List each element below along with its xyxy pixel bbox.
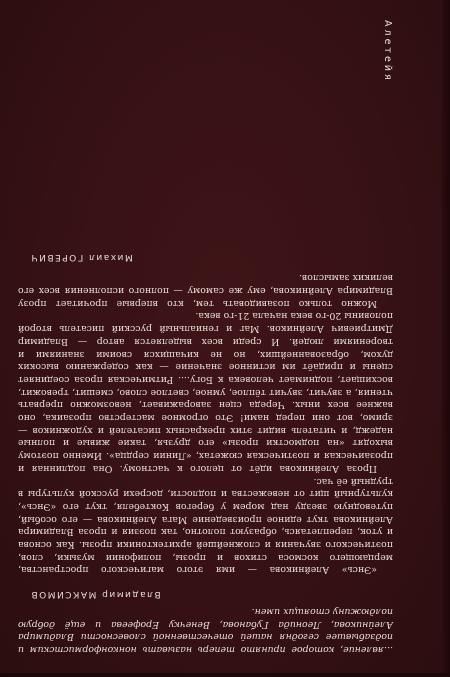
review-signature-gorevich: Михаил ГОРЕВИЧ [30,251,133,262]
back-cover-text-block [18,205,393,655]
cover-bottom-edge [0,673,450,677]
review-paragraph: «Энсь» Алейникова — имя этого магического пространства, мерцающего космоса стихов и прозы, полифонии музыки, слов, поэтического звучания и сложнейшей архитектоники прозы. Как основа и уток, переплетаясь, образуют полотно, так поэзия и проза Владимира Алейникова ткут единое произведение Мага Алейникова — его особый, путеводную звезду над морем у берегов Коктебеля, ткут его «Энсь», культурный щит от невежества и подлости, досрехи русской культуры в трудный её час. [18,475,393,576]
review-paragraph: Можно только позавидовать тем, кто впервые прочитает прозу Владимира Алейникова, ему же самому — полного исполнения всех его великих замыслов. [18,272,393,309]
publisher-label: Алетейя [382,20,393,83]
epigraph-quote: ...явление, которое принято теперь называть нонконформистским и подзабывшее сегодня нашей отечественной словесности Владимира Алейникова, Леонида Губанова, Венечку Ерофеева и ещё добрую полдюжину стоящих имен. [18,605,393,655]
quote-signature-maksimov: Владимир МАКСИМОВ [30,589,161,600]
cover-edge-shadow [442,0,450,677]
review-paragraph: Проза Алейникова идёт от целого к частному. Она подлинная и прозаическая и поэтическая сюжетах, «Линии сердца». Именно поэтому выходят «на подмостки прозы» его друзья, такие живые и полные надежд, и читатель видит этих прекрасных писателей и художников — зримо, вот они перед нами! Это огромное мастерство прозаика, оно важнее всех иных. Череда сцен завораживает, невозможно прервать чтения, а звучит, звучит тёплое, умное, светлое слово, смешит, тревожит, восхищает, поднимает человека к Богу.... Ритмическая проза соединяет сцены и придаёт им истинное значение — как содержанию высоких духом, образованнейших, но не кичащихся своими знаниями и творениями людей. И среди всех выделяется автор — Владимир Дмитриевич Алейников. Маг и гениальный русский писатель второй половины 20-го века начала 21-го века. [18,310,393,474]
